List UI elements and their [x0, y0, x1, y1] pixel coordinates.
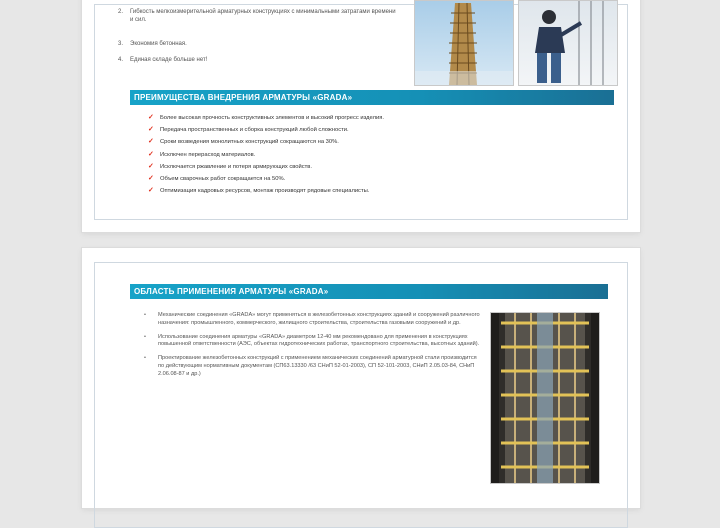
- rebar-tower-illustration: [415, 1, 513, 85]
- list-item-text: Объем сварочных работ сокращается на 50%.: [160, 176, 286, 183]
- section-header-advantages: ПРЕИМУЩЕСТВА ВНЕДРЕНИЯ АРМАТУРЫ «GRADA»: [130, 90, 614, 105]
- document-page-2: [82, 248, 640, 508]
- list-item: [148, 173, 568, 185]
- section-header-application: ОБЛАСТЬ ПРИМЕНЕНИЯ АРМАТУРЫ «GRADA»: [130, 284, 608, 299]
- list-item: [148, 185, 568, 197]
- list-item-text: Проектирование железобетонных конструкций с применением механических соединений арматурной стали производится по действующим нормативным документам (СП63.13330 /63 СНиП 52-01-2003), СП 52-101-2003, СНиП 2.05.03-84, СНиП 2.06.08-87 и др.): [158, 355, 477, 377]
- list-item-text: Сроки возведения монолитных конструкций сокращаются на 30%.: [160, 139, 339, 146]
- list-item-text: Оптимизация кадровых ресурсов, монтаж производят рядовые специалисты.: [160, 188, 370, 195]
- check-icon: ✓: [148, 138, 154, 146]
- list-item-text: Передача пространственных и сборка конструкций любой сложности.: [160, 127, 349, 134]
- rebar-column-illustration: [491, 313, 599, 483]
- list-item: [144, 355, 480, 378]
- bullet-icon: •: [144, 333, 146, 340]
- rebar-tower-photo: [414, 0, 514, 86]
- list-item-text: Более высокая прочность конструктивных элементов и высокий прогресс изделия.: [160, 115, 384, 121]
- rebar-column-photo: [490, 312, 600, 484]
- numbered-item: [118, 40, 398, 48]
- list-item-text: Исключается ржавление и потеря армирующих свойств.: [160, 163, 312, 170]
- item-number: 3.: [118, 41, 124, 47]
- check-icon: ✓: [148, 126, 154, 134]
- advantages-list: [148, 112, 568, 197]
- bullet-icon: •: [144, 312, 146, 318]
- application-list: [144, 312, 480, 385]
- list-item-text: Механические соединения «GRADA» могут применяться в железобетонных конструкциях зданий и сооружений различного назначения: промышленного, коммерческого, жилищного строительства, строительства газовыми сооружений и др.: [158, 312, 480, 326]
- list-item: [144, 334, 480, 350]
- item-text: Гибкость мелкоизмерительной арматурных конструкциях с минимальными затратами времени и сил.: [130, 9, 396, 23]
- list-item-text: Исключен перерасход материалов.: [160, 151, 256, 158]
- list-item: [148, 112, 568, 124]
- list-item: [144, 312, 480, 328]
- check-icon: ✓: [148, 187, 154, 195]
- check-icon: ✓: [148, 162, 154, 170]
- document-page-1: [82, 0, 640, 232]
- worker-illustration: [519, 1, 617, 85]
- item-text: Экономия бетонная.: [130, 41, 187, 47]
- check-icon: ✓: [148, 175, 154, 183]
- list-item-text: Использование соединения арматуры «GRADA» диаметром 12-40 мм рекомендовано для применения в конструкциях повышенной ответственности (АЭС, объектах гидротехнических работах, транспортного строительства, высотных зданий).: [158, 333, 480, 348]
- item-text: Единая складе больше нет!: [130, 57, 208, 63]
- list-item: [148, 149, 568, 161]
- numbered-list: [118, 8, 398, 72]
- check-icon: ✓: [148, 150, 154, 158]
- list-item: [148, 161, 568, 173]
- bullet-icon: •: [144, 355, 146, 362]
- numbered-item: [118, 8, 398, 32]
- item-number: 4.: [118, 57, 124, 63]
- list-item: [148, 136, 568, 148]
- numbered-item: [118, 56, 398, 64]
- item-number: 2.: [118, 9, 124, 15]
- list-item: [148, 124, 568, 136]
- worker-photo: [518, 0, 618, 86]
- check-icon: ✓: [148, 114, 154, 121]
